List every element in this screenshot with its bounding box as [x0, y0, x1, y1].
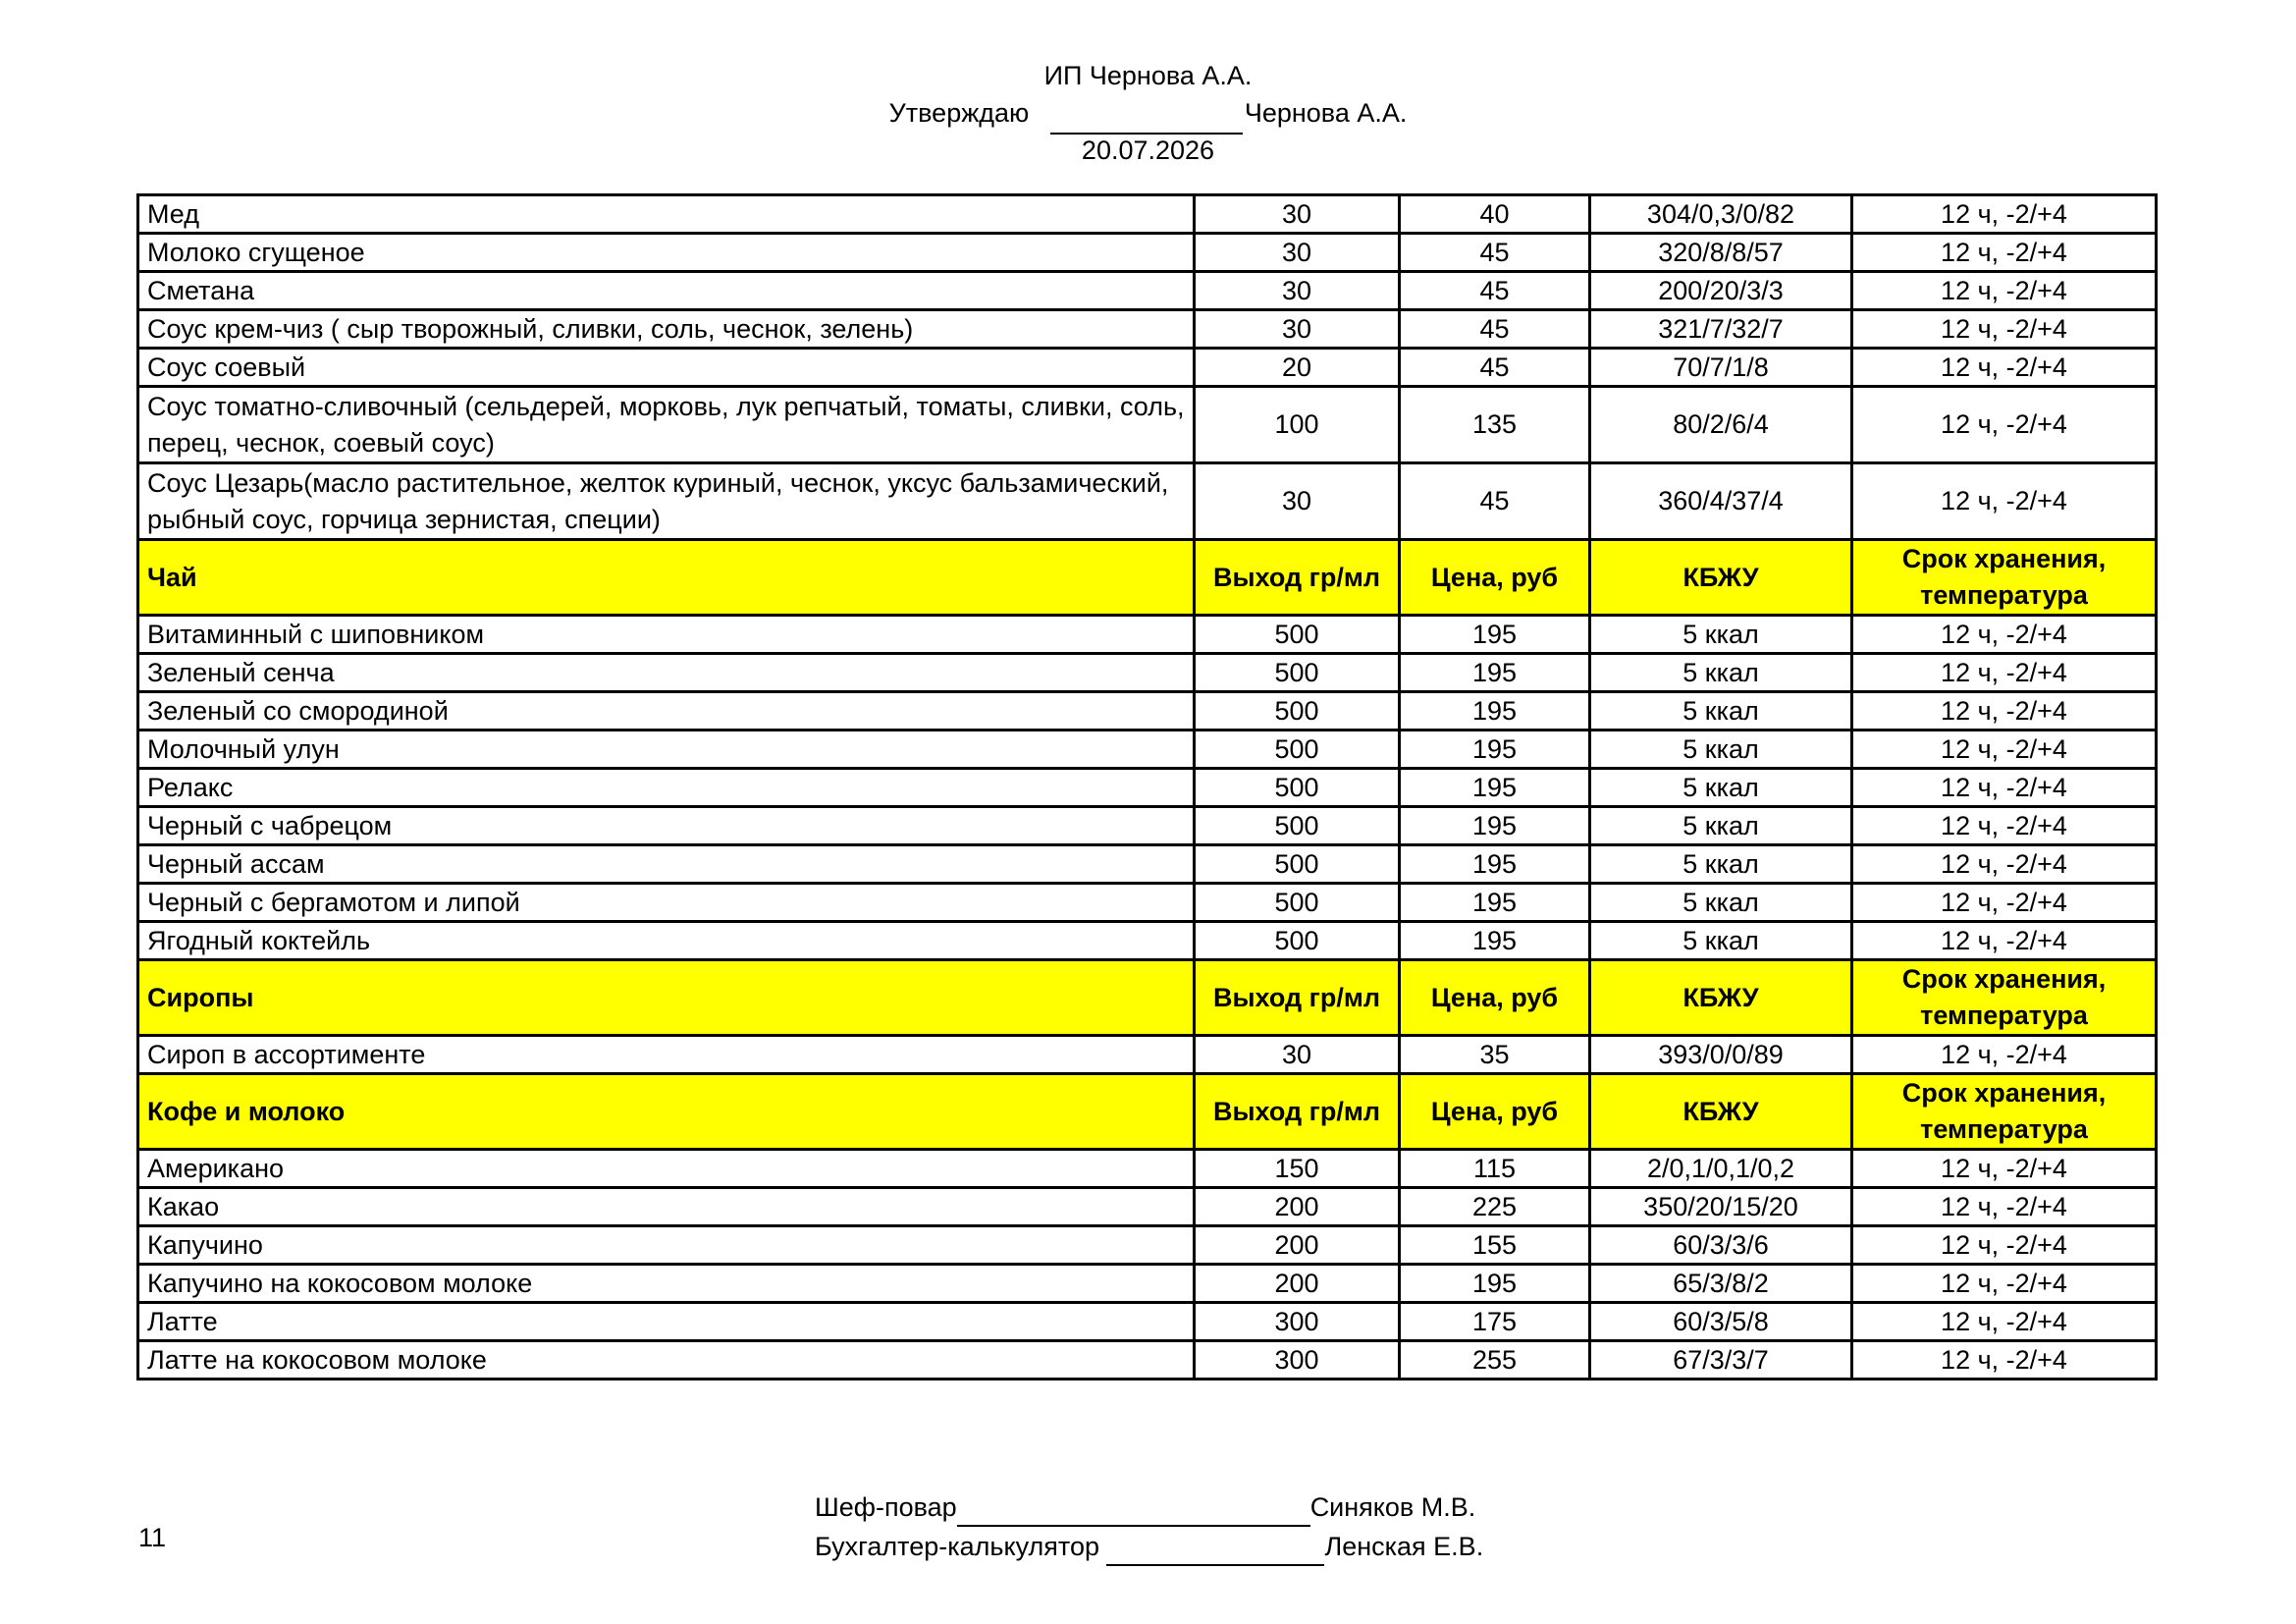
- item-name-cell: Латте на кокосовом молоке: [138, 1341, 1195, 1380]
- table-row: [138, 654, 2157, 692]
- kbju-cell: 360/4/37/4: [1590, 463, 1852, 540]
- item-name-cell: Капучино: [138, 1226, 1195, 1265]
- yield-cell: 500: [1195, 692, 1400, 731]
- price-cell: 195: [1400, 616, 1590, 654]
- table-row: [138, 387, 2157, 463]
- section-header-row: [138, 1074, 2157, 1150]
- item-name-cell: Релакс: [138, 769, 1195, 807]
- table-row: [138, 1150, 2157, 1188]
- storage-cell: 12 ч, -2/+4: [1852, 1341, 2157, 1380]
- kbju-cell: 350/20/15/20: [1590, 1188, 1852, 1226]
- storage-cell: 12 ч, -2/+4: [1852, 807, 2157, 845]
- kbju-cell: 5 ккал: [1590, 845, 1852, 884]
- item-name-cell: Мед: [138, 195, 1195, 234]
- yield-cell: 500: [1195, 922, 1400, 960]
- kbju-cell: 65/3/8/2: [1590, 1265, 1852, 1303]
- accountant-signature-line: [1106, 1529, 1324, 1566]
- yield-cell: 500: [1195, 616, 1400, 654]
- chef-signature-line: [957, 1489, 1310, 1527]
- yield-cell: 30: [1195, 195, 1400, 234]
- price-cell: 195: [1400, 884, 1590, 922]
- yield-cell: 30: [1195, 272, 1400, 310]
- storage-cell: 12 ч, -2/+4: [1852, 1226, 2157, 1265]
- table-row: [138, 692, 2157, 731]
- kbju-cell: 5 ккал: [1590, 692, 1852, 731]
- kbju-cell: 5 ккал: [1590, 616, 1852, 654]
- price-cell: 155: [1400, 1226, 1590, 1265]
- price-cell: 195: [1400, 769, 1590, 807]
- storage-cell: 12 ч, -2/+4: [1852, 195, 2157, 234]
- approve-signature-line: [1050, 93, 1243, 135]
- section-yield-cell: Выход гр/мл: [1195, 1074, 1400, 1150]
- item-name-cell: Молочный улун: [138, 731, 1195, 769]
- kbju-cell: 5 ккал: [1590, 769, 1852, 807]
- table-row: [138, 922, 2157, 960]
- approval-line: [0, 93, 2296, 135]
- table-row: [138, 234, 2157, 272]
- section-storage-cell: Срок хранения, температура: [1852, 960, 2157, 1036]
- price-cell: 45: [1400, 349, 1590, 387]
- price-cell: 45: [1400, 310, 1590, 349]
- item-name-cell: Какао: [138, 1188, 1195, 1226]
- yield-cell: 500: [1195, 845, 1400, 884]
- item-name-cell: Черный ассам: [138, 845, 1195, 884]
- item-name-cell: Зеленый сенча: [138, 654, 1195, 692]
- section-price-cell: Цена, руб: [1400, 540, 1590, 616]
- section-item-name-cell: Чай: [138, 540, 1195, 616]
- yield-cell: 150: [1195, 1150, 1400, 1188]
- chef-name: Синяков М.В.: [1309, 1492, 1476, 1522]
- item-name-cell: Молоко сгущеное: [138, 234, 1195, 272]
- kbju-cell: 2/0,1/0,1/0,2: [1590, 1150, 1852, 1188]
- price-cell: 45: [1400, 463, 1590, 540]
- storage-cell: 12 ч, -2/+4: [1852, 1036, 2157, 1074]
- table-row: [138, 1036, 2157, 1074]
- table-row: [138, 845, 2157, 884]
- table-row: [138, 1341, 2157, 1380]
- kbju-cell: 200/20/3/3: [1590, 272, 1852, 310]
- storage-cell: 12 ч, -2/+4: [1852, 731, 2157, 769]
- table-row: [138, 1226, 2157, 1265]
- storage-cell: 12 ч, -2/+4: [1852, 769, 2157, 807]
- chef-label: Шеф-повар: [815, 1492, 957, 1522]
- section-yield-cell: Выход гр/мл: [1195, 540, 1400, 616]
- table-row: [138, 310, 2157, 349]
- table-row: [138, 349, 2157, 387]
- kbju-cell: 70/7/1/8: [1590, 349, 1852, 387]
- storage-cell: 12 ч, -2/+4: [1852, 1150, 2157, 1188]
- yield-cell: 300: [1195, 1303, 1400, 1341]
- section-storage-cell: Срок хранения, температура: [1852, 1074, 2157, 1150]
- item-name-cell: Сироп в ассортименте: [138, 1036, 1195, 1074]
- kbju-cell: 60/3/5/8: [1590, 1303, 1852, 1341]
- section-storage-cell: Срок хранения, температура: [1852, 540, 2157, 616]
- kbju-cell: 393/0/0/89: [1590, 1036, 1852, 1074]
- section-header-row: [138, 960, 2157, 1036]
- section-kbju-cell: КБЖУ: [1590, 960, 1852, 1036]
- kbju-cell: 5 ккал: [1590, 884, 1852, 922]
- yield-cell: 30: [1195, 463, 1400, 540]
- section-item-name-cell: Кофе и молоко: [138, 1074, 1195, 1150]
- price-cell: 195: [1400, 692, 1590, 731]
- price-cell: 35: [1400, 1036, 1590, 1074]
- item-name-cell: Соус соевый: [138, 349, 1195, 387]
- kbju-cell: 5 ккал: [1590, 807, 1852, 845]
- item-name-cell: Капучино на кокосовом молоке: [138, 1265, 1195, 1303]
- yield-cell: 500: [1195, 769, 1400, 807]
- section-price-cell: Цена, руб: [1400, 960, 1590, 1036]
- price-cell: 195: [1400, 807, 1590, 845]
- yield-cell: 30: [1195, 234, 1400, 272]
- item-name-cell: Черный с бергамотом и липой: [138, 884, 1195, 922]
- kbju-cell: 60/3/3/6: [1590, 1226, 1852, 1265]
- storage-cell: 12 ч, -2/+4: [1852, 845, 2157, 884]
- storage-cell: 12 ч, -2/+4: [1852, 387, 2157, 463]
- table-row: [138, 807, 2157, 845]
- kbju-cell: 321/7/32/7: [1590, 310, 1852, 349]
- item-name-cell: Черный с чабрецом: [138, 807, 1195, 845]
- price-cell: 175: [1400, 1303, 1590, 1341]
- storage-cell: 12 ч, -2/+4: [1852, 616, 2157, 654]
- item-name-cell: Американо: [138, 1150, 1195, 1188]
- table-row: [138, 769, 2157, 807]
- section-kbju-cell: КБЖУ: [1590, 1074, 1852, 1150]
- yield-cell: 200: [1195, 1265, 1400, 1303]
- price-cell: 115: [1400, 1150, 1590, 1188]
- accountant-label: Бухгалтер-калькулятор: [815, 1532, 1107, 1561]
- item-name-cell: Витаминный с шиповником: [138, 616, 1195, 654]
- yield-cell: 200: [1195, 1188, 1400, 1226]
- item-name-cell: Сметана: [138, 272, 1195, 310]
- menu-table: [136, 193, 2158, 1380]
- storage-cell: 12 ч, -2/+4: [1852, 692, 2157, 731]
- kbju-cell: 5 ккал: [1590, 731, 1852, 769]
- storage-cell: 12 ч, -2/+4: [1852, 310, 2157, 349]
- yield-cell: 30: [1195, 310, 1400, 349]
- yield-cell: 500: [1195, 654, 1400, 692]
- item-name-cell: Соус крем-чиз ( сыр творожный, сливки, соль, чеснок, зелень): [138, 310, 1195, 349]
- storage-cell: 12 ч, -2/+4: [1852, 654, 2157, 692]
- chef-signature: [815, 1489, 1475, 1527]
- price-cell: 135: [1400, 387, 1590, 463]
- storage-cell: 12 ч, -2/+4: [1852, 922, 2157, 960]
- section-price-cell: Цена, руб: [1400, 1074, 1590, 1150]
- table-row: [138, 195, 2157, 234]
- price-cell: 195: [1400, 1265, 1590, 1303]
- storage-cell: 12 ч, -2/+4: [1852, 1188, 2157, 1226]
- table-row: [138, 731, 2157, 769]
- approve-label: Утверждаю: [888, 98, 1030, 128]
- storage-cell: 12 ч, -2/+4: [1852, 1303, 2157, 1341]
- table-row: [138, 1303, 2157, 1341]
- yield-cell: 30: [1195, 1036, 1400, 1074]
- kbju-cell: 80/2/6/4: [1590, 387, 1852, 463]
- yield-cell: 300: [1195, 1341, 1400, 1380]
- kbju-cell: 304/0,3/0/82: [1590, 195, 1852, 234]
- accountant-name: Ленская Е.В.: [1324, 1532, 1484, 1561]
- table-row: [138, 1188, 2157, 1226]
- storage-cell: 12 ч, -2/+4: [1852, 234, 2157, 272]
- item-name-cell: Соус Цезарь(масло растительное, желток куриный, чеснок, уксус бальзамический, рыбный соус, горчица зернистая, специи): [138, 463, 1195, 540]
- section-kbju-cell: КБЖУ: [1590, 540, 1852, 616]
- approve-name: Чернова А.А.: [1244, 98, 1408, 128]
- storage-cell: 12 ч, -2/+4: [1852, 884, 2157, 922]
- item-name-cell: Соус томатно-сливочный (сельдерей, морковь, лук репчатый, томаты, сливки, соль, перец, чеснок, соевый соус): [138, 387, 1195, 463]
- item-name-cell: Зеленый со смородиной: [138, 692, 1195, 731]
- yield-cell: 100: [1195, 387, 1400, 463]
- table-row: [138, 1265, 2157, 1303]
- yield-cell: 200: [1195, 1226, 1400, 1265]
- storage-cell: 12 ч, -2/+4: [1852, 349, 2157, 387]
- yield-cell: 500: [1195, 731, 1400, 769]
- yield-cell: 20: [1195, 349, 1400, 387]
- kbju-cell: 320/8/8/57: [1590, 234, 1852, 272]
- section-yield-cell: Выход гр/мл: [1195, 960, 1400, 1036]
- page-number: 11: [138, 1523, 167, 1552]
- section-item-name-cell: Сиропы: [138, 960, 1195, 1036]
- table-row: [138, 272, 2157, 310]
- storage-cell: 12 ч, -2/+4: [1852, 1265, 2157, 1303]
- kbju-cell: 5 ккал: [1590, 654, 1852, 692]
- storage-cell: 12 ч, -2/+4: [1852, 463, 2157, 540]
- section-header-row: [138, 540, 2157, 616]
- table-row: [138, 616, 2157, 654]
- price-cell: 45: [1400, 234, 1590, 272]
- approval-date: 20.07.2026: [1081, 135, 1215, 165]
- table-row: [138, 884, 2157, 922]
- storage-cell: 12 ч, -2/+4: [1852, 272, 2157, 310]
- price-cell: 45: [1400, 272, 1590, 310]
- price-cell: 195: [1400, 654, 1590, 692]
- price-cell: 195: [1400, 731, 1590, 769]
- menu-table-body: [138, 195, 2157, 1380]
- kbju-cell: 5 ккал: [1590, 922, 1852, 960]
- item-name-cell: Ягодный коктейль: [138, 922, 1195, 960]
- item-name-cell: Латте: [138, 1303, 1195, 1341]
- org-name: ИП Чернова А.А.: [1043, 61, 1253, 90]
- yield-cell: 500: [1195, 884, 1400, 922]
- price-cell: 195: [1400, 922, 1590, 960]
- price-cell: 225: [1400, 1188, 1590, 1226]
- price-cell: 195: [1400, 845, 1590, 884]
- price-cell: 40: [1400, 195, 1590, 234]
- price-cell: 255: [1400, 1341, 1590, 1380]
- accountant-signature: [815, 1529, 1483, 1566]
- kbju-cell: 67/3/3/7: [1590, 1341, 1852, 1380]
- yield-cell: 500: [1195, 807, 1400, 845]
- table-row: [138, 463, 2157, 540]
